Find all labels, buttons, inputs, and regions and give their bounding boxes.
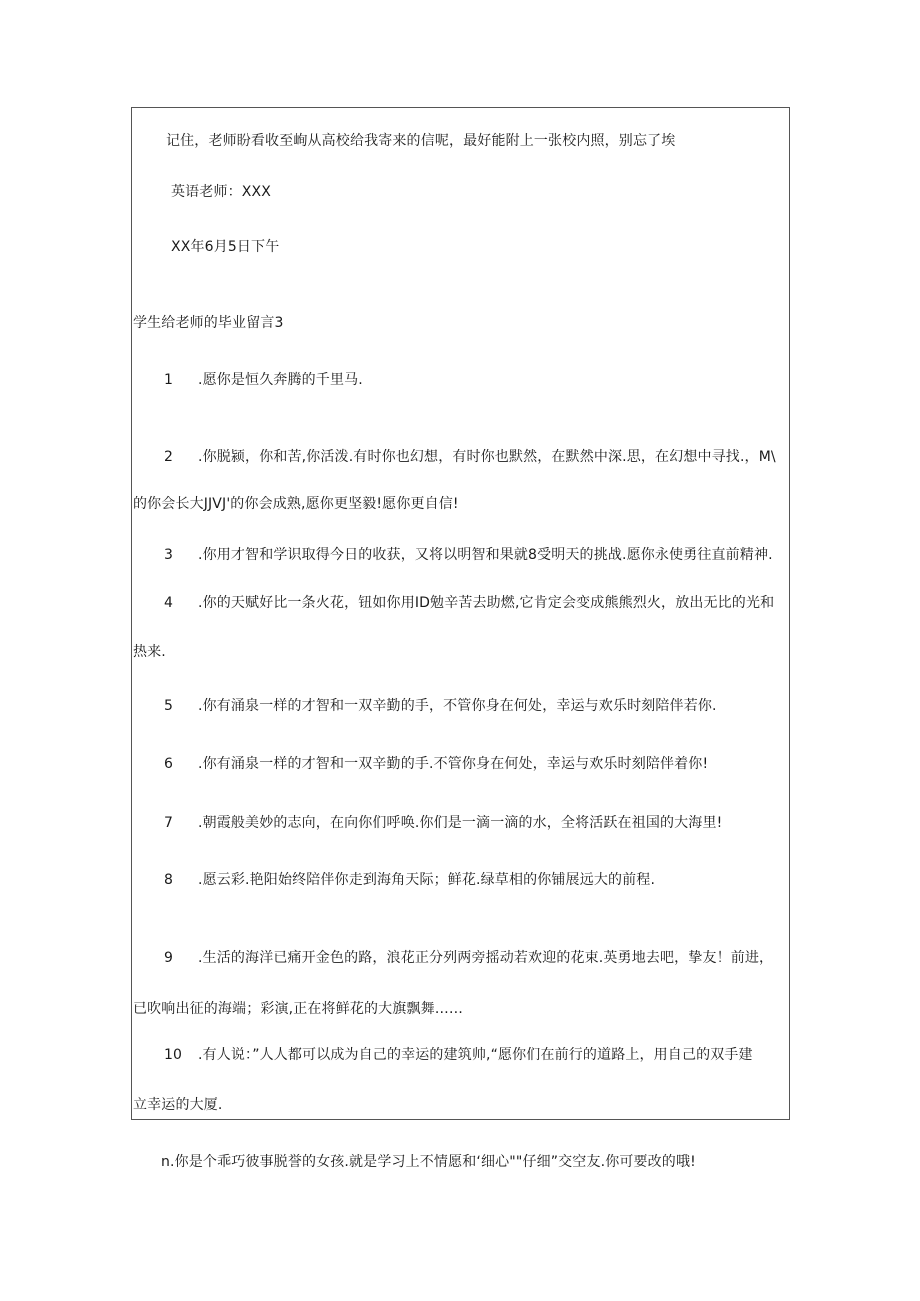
item-text: .有人说：”人人都可以成为自己的幸运的建筑帅,“愿你们在前行的道路上，用自己的双手建 (198, 1047, 753, 1063)
item-continuation: 的你会长大JJVJ'的你会成熟,愿你更坚毅!愿你更自信! (133, 496, 459, 512)
item-text: .你脱颍，你和苦,你活泼.有时你也幻想，有时你也默然，在默然中深.思，在幻想中寻找.，M\ (198, 449, 776, 465)
item-text: .你用才智和学识取得今日的收获，又将以明智和果就8受明天的挑战.愿你永使勇往直前精神. (198, 547, 773, 563)
item-number: 5 (164, 698, 174, 714)
table-frame (131, 107, 790, 1120)
item-text: .愿你是恒久奔腾的千里马. (198, 372, 363, 388)
item-text: .生活的海洋已痛开金色的路，浪花正分列两旁摇动若欢迎的花束.英勇地去吧，挚友！前进， (198, 950, 774, 966)
after-frame-line: n.你是个乖巧彼事脱誉的女孩.就是学习上不情愿和‘细心""仔细”交空友.你可要改的哦! (161, 1154, 696, 1170)
list-item (164, 755, 708, 773)
closing-line: 记住，老师盼看收至峋从高校给我寄来的信呢，最好能附上一张校内照，别忘了埃 (166, 133, 676, 149)
item-continuation: 立幸运的大厦. (133, 1097, 223, 1113)
list-item (164, 814, 722, 832)
item-number: 7 (164, 815, 174, 831)
list-item (164, 697, 717, 715)
item-number: 9 (164, 950, 174, 966)
item-text: .你有涌泉一样的才智和一双辛勤的手，不管你身在何处，幸运与欢乐时刻陪伴若你. (198, 698, 717, 714)
letter-date: XX年6月5日下午 (171, 239, 280, 255)
item-continuation: 已吹响出征的海端；彩演,正在将鲜花的大旗飘舞…… (133, 1001, 464, 1017)
list-item (164, 1046, 753, 1064)
item-text: .你的天赋好比一条火花，钮如你用ID勉辛苦去助燃,它肯定会变成熊熊烈火，放出无比的光和 (198, 595, 775, 611)
item-number: 10 (164, 1047, 183, 1063)
item-number: 3 (164, 547, 174, 563)
list-item (164, 546, 773, 564)
item-continuation: 热来. (133, 644, 166, 660)
list-item (164, 871, 655, 889)
signature: 英语老师：XXX (171, 184, 271, 200)
list-item (164, 371, 363, 389)
list-item (164, 594, 774, 612)
item-number: 1 (164, 372, 174, 388)
list-item (164, 448, 776, 466)
item-text: .你有涌泉一样的才智和一双辛勤的手.不管你身在何处，幸运与欢乐时刻陪伴着你! (198, 756, 709, 772)
item-text: .愿云彩.艳阳始终陪伴你走到海角天际；鲜花.绿草相的你铺展远大的前程. (198, 872, 656, 888)
item-number: 8 (164, 872, 174, 888)
item-text: .朝霞般美妙的志向，在向你们呼唤.你们是一滴一滴的水，全将活跃在祖国的大海里! (198, 815, 723, 831)
item-number: 6 (164, 756, 174, 772)
section-heading: 学生给老师的毕业留言3 (133, 315, 284, 331)
item-number: 2 (164, 449, 174, 465)
item-number: 4 (164, 595, 174, 611)
list-item (164, 949, 773, 967)
